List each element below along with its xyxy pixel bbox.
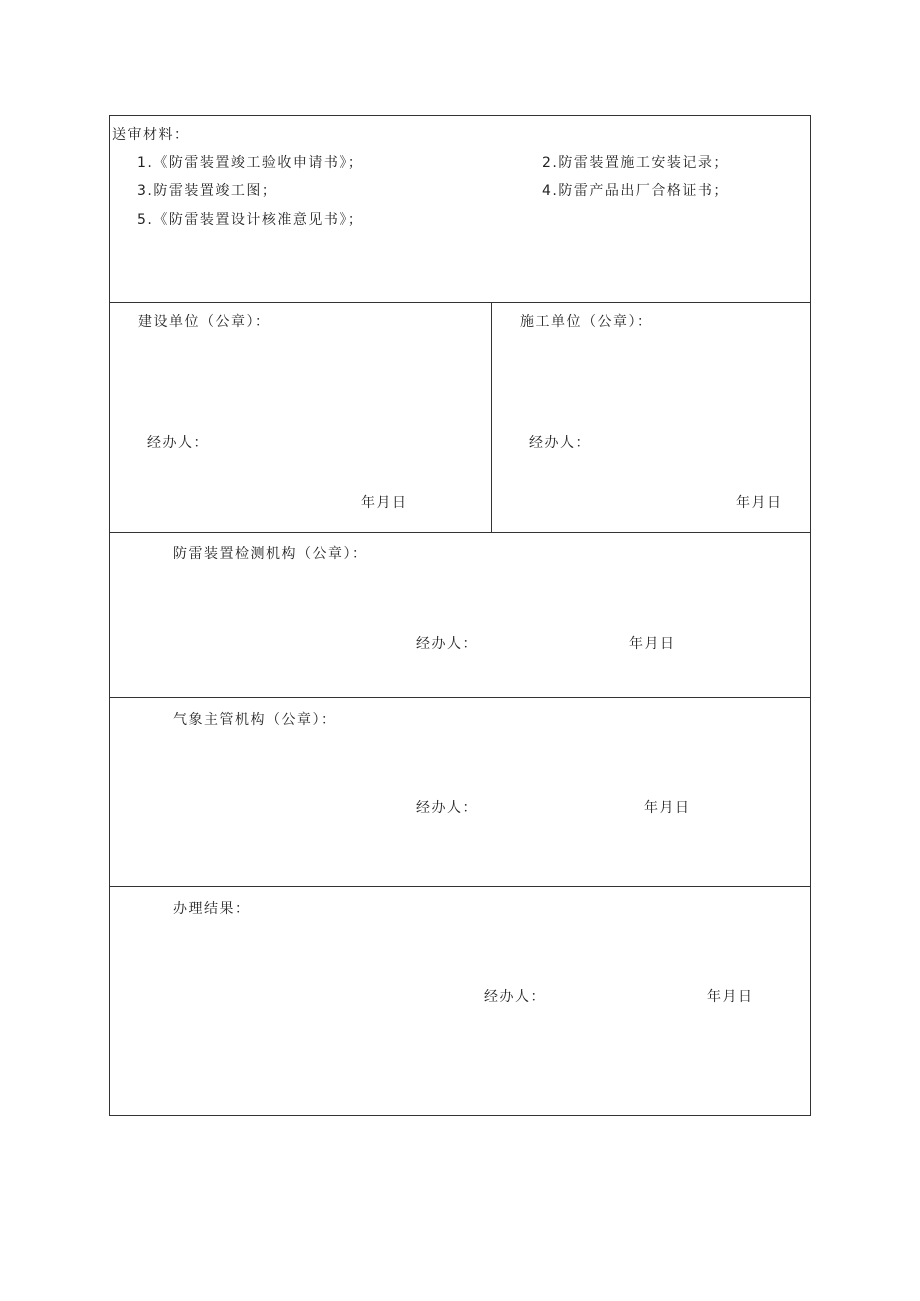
meteorology-label: 气象主管机构（公章）： (173, 712, 337, 728)
result-date: 年月日 (707, 989, 754, 1005)
column-divider (491, 303, 492, 532)
materials-heading: 送审材料： (112, 127, 190, 143)
materials-item-5: 5.《防雷装置设计核准意见书》； (137, 212, 364, 228)
materials-item-1: 1.《防雷装置竣工验收申请书》； (137, 155, 364, 171)
materials-item-3: 3.防雷装置竣工图； (137, 183, 278, 199)
result-handler: 经办人： (484, 989, 546, 1005)
materials-item-2: 2.防雷装置施工安装记录； (542, 155, 729, 171)
divider (110, 302, 810, 303)
inspection-label: 防雷装置检测机构（公章）： (173, 546, 368, 562)
builder-unit-label: 施工单位（公章）： (520, 314, 653, 330)
construction-unit-label: 建设单位（公章）： (138, 314, 271, 330)
construction-unit-handler: 经办人： (147, 435, 209, 451)
divider (110, 532, 810, 533)
divider (110, 697, 810, 698)
meteorology-handler: 经办人： (416, 800, 478, 816)
construction-unit-date: 年月日 (361, 495, 408, 511)
divider (110, 886, 810, 887)
builder-unit-date: 年月日 (736, 495, 783, 511)
materials-item-4: 4.防雷产品出厂合格证书； (542, 183, 729, 199)
inspection-handler: 经办人： (416, 636, 478, 652)
builder-unit-handler: 经办人： (529, 435, 591, 451)
review-form-table (109, 115, 811, 1116)
inspection-date: 年月日 (629, 636, 676, 652)
result-label: 办理结果： (173, 901, 251, 917)
meteorology-date: 年月日 (644, 800, 691, 816)
